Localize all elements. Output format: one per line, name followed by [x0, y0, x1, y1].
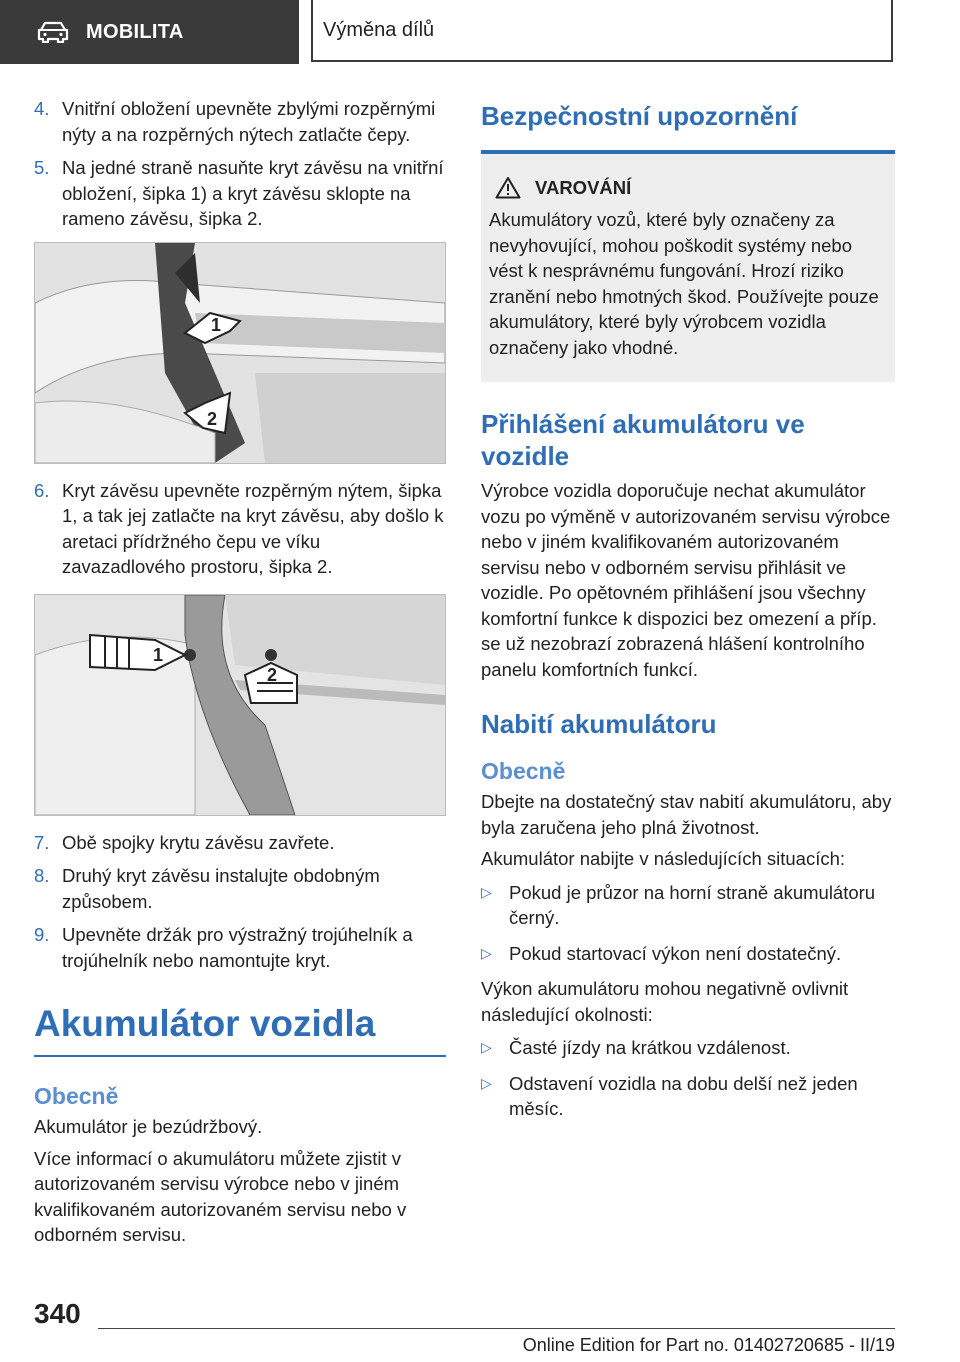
- figure-hinge-cover: [34, 242, 446, 464]
- list-item: [34, 863, 446, 914]
- list-item: [481, 1035, 895, 1061]
- paragraph: Akumulátor nabijte v následujících situacích:: [481, 848, 846, 869]
- svg-text:2: 2: [207, 408, 218, 429]
- list-item: [34, 155, 446, 232]
- bullet-text: Odstavení vozidla na dobu delší než jeden měsíc.: [509, 1072, 858, 1119]
- step-number: 7.: [34, 831, 50, 853]
- warning-title: VAROVÁNÍ: [535, 176, 632, 198]
- bullet-list-b: [481, 1035, 895, 1122]
- list-item: [34, 830, 446, 856]
- svg-text:1: 1: [211, 314, 222, 335]
- subheading-general: Obecně: [34, 1083, 119, 1109]
- heading-battery-login: Přihlášení akumulátoru ve vozidle: [481, 409, 805, 471]
- footer-divider: [98, 1328, 895, 1329]
- steps-list-c: [34, 830, 446, 974]
- trunk-hinge-illustration: [35, 243, 445, 463]
- list-item: [481, 1071, 895, 1122]
- bullet-icon: ▷: [481, 1074, 492, 1091]
- bullet-icon: ▷: [481, 944, 492, 961]
- steps-list-b: [34, 478, 446, 580]
- steps-list-a: [34, 96, 446, 232]
- list-item: [481, 880, 895, 931]
- page-number: 340: [34, 1298, 81, 1329]
- trunk-rivet-illustration: [35, 595, 445, 815]
- heading-safety: Bezpečnostní upozornění: [481, 101, 798, 131]
- heading-battery: Akumulátor vozidla: [34, 1003, 446, 1057]
- step-number: 4.: [34, 98, 50, 119]
- warning-box: [481, 150, 895, 382]
- paragraph: Akumulátor je bezúdržbový.: [34, 1116, 263, 1137]
- step-text: Upevněte držák pro výstražný trojúhelník a trojúhelník nebo namontujte kryt.: [62, 924, 413, 971]
- heading-charging: Nabití akumulátoru: [481, 709, 717, 739]
- warning-triangle-icon: [495, 176, 521, 199]
- step-text: Druhý kryt závěsu instalujte obdobným způsobem.: [62, 865, 380, 912]
- figure-rivet: [34, 594, 446, 816]
- section-tab: [0, 0, 299, 64]
- step-number: 8.: [34, 865, 50, 886]
- paragraph: Výrobce vozidla doporučuje nechat akumulátor vozu po výměně v autorizovaném servisu výrobce nebo v jiném kvalifikovaném autorizovaném servisu nebo v odborném servisu přihlásit ve vozidle. Po opětovném přihlášení jsou všechny komfortní funkce k dispozici bez omezení a příp. se už nezobrazí zobrazená hlášení kontrolního panelu komfortních funkcí.: [481, 480, 891, 680]
- bullet-icon: ▷: [481, 883, 492, 900]
- bullet-text: Časté jízdy na krátkou vzdálenost.: [509, 1037, 791, 1058]
- step-text: Obě spojky krytu závěsu zavřete.: [62, 831, 335, 853]
- edition-note: Online Edition for Part no. 01402720685 - II/19: [522, 1335, 895, 1355]
- step-number: 5.: [34, 157, 50, 178]
- list-item: [481, 941, 895, 967]
- list-item: [34, 96, 446, 147]
- paragraph: Dbejte na dostatečný stav nabití akumulátoru, aby byla zaručena jeho plná životnost.: [481, 791, 892, 838]
- warning-text: Akumulátory vozů, které byly označeny za nevyhovující, mohou poškodit systémy nebo vést k nesprávnému fungování. Hrozí riziko zranění nebo hmotných škod. Používejte pouze akumulátory, které byly výrobcem vozidla označeny jako vhodné.: [489, 209, 879, 358]
- paragraph: Výkon akumulátoru mohou negativně ovlivnit následující okolnosti:: [481, 978, 849, 1025]
- section-title: MOBILITA: [86, 20, 184, 43]
- warning-title-row: [495, 176, 887, 199]
- bullet-icon: ▷: [481, 1039, 492, 1055]
- car-icon: [36, 21, 70, 43]
- bullet-text: Pokud startovací výkon není dostatečný.: [509, 942, 842, 964]
- bullet-list-a: [481, 880, 895, 967]
- list-item: [34, 922, 446, 973]
- step-text: Na jedné straně nasuňte kryt závěsu na vnitřní obložení, šipka 1) a kryt závěsu sklopte na rameno závěsu, šipka 2.: [62, 157, 444, 229]
- svg-text:1: 1: [153, 644, 164, 665]
- step-number: 9.: [34, 924, 50, 945]
- step-text: Kryt závěsu upevněte rozpěrným nýtem, šipka 1, a tak jej zatlačte na kryt závěsu, aby došlo k aretaci přídržného čepu ve víku zavazadlového prostoru, šipka 2.: [62, 479, 444, 577]
- chapter-title: Výměna dílů: [323, 18, 435, 41]
- list-item: [34, 478, 446, 580]
- right-column: [481, 100, 895, 1132]
- svg-text:2: 2: [267, 664, 278, 685]
- left-column: [34, 96, 446, 1248]
- subheading-general: Obecně: [481, 758, 566, 784]
- step-number: 6.: [34, 479, 50, 501]
- paragraph: Více informací o akumulátoru můžete zjistit v autorizovaném servisu výrobce nebo v jiném kvalifikovaném autorizovaném servisu nebo v odborném servisu.: [34, 1147, 407, 1245]
- bullet-text: Pokud je průzor na horní straně akumulátoru černý.: [509, 881, 876, 928]
- step-text: Vnitřní obložení upevněte zbylými rozpěrnými nýty a na rozpěrných nýtech zatlačte čepy.: [62, 98, 436, 145]
- chapter-tab: [311, 0, 893, 62]
